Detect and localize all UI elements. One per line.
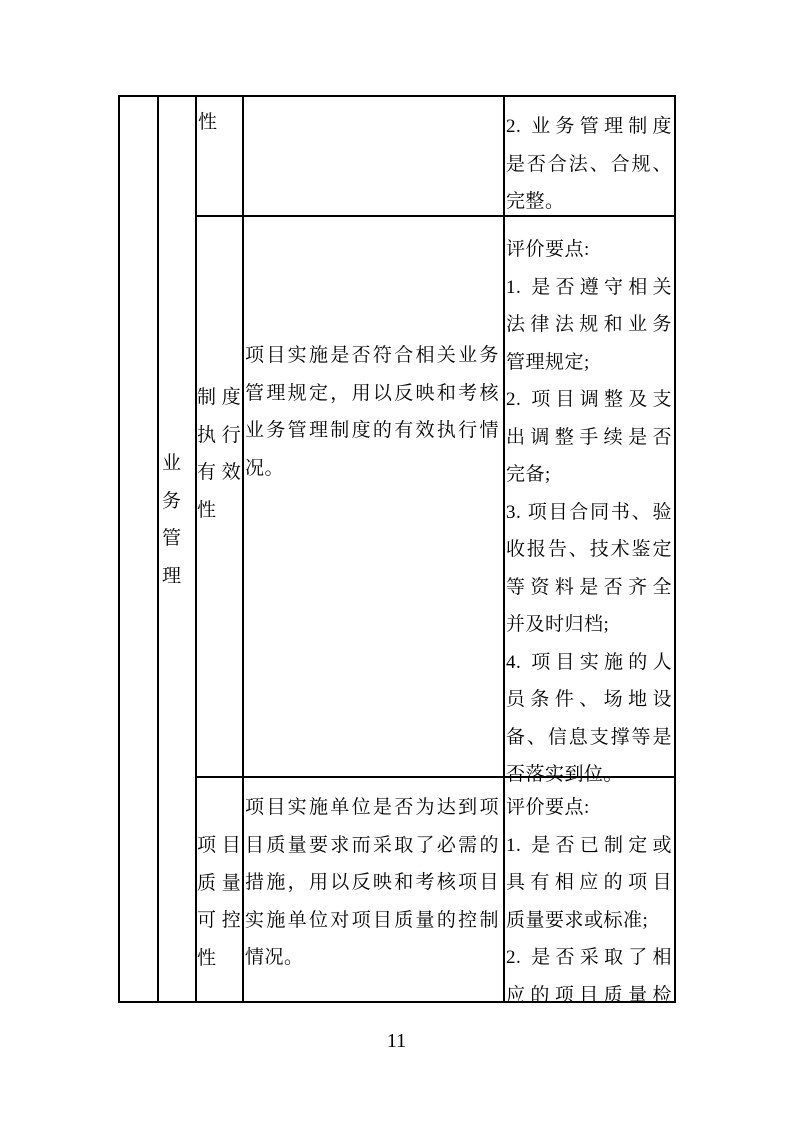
table-column-line-1 — [157, 95, 159, 1003]
text-line: 有 效 — [197, 462, 242, 483]
table-border-left — [118, 95, 120, 1003]
text-line: 应的项目质量检 — [506, 984, 672, 1006]
text-line: 实施单位对项目质量的控制 — [245, 909, 499, 931]
text-line: 理 — [162, 565, 182, 587]
text-line: 4. 项目实施的人 — [506, 651, 672, 673]
indicator-table — [118, 95, 676, 1006]
text-line: 备、信息支撑等是 — [506, 726, 672, 748]
text-line: 性 — [197, 499, 217, 521]
text-line: 完备; — [506, 464, 551, 485]
text-line: 项目实施单位是否为达到项 — [245, 797, 499, 818]
text-line: 质量要求或标准; — [506, 909, 649, 931]
text-line: 业 — [162, 453, 182, 474]
text-line: 项目实施是否符合相关业务 — [245, 345, 499, 366]
text-line: 况。 — [245, 457, 285, 479]
text-line: 项 目 — [197, 835, 242, 856]
text-line: 评价要点: — [506, 239, 590, 260]
text-line: 性 — [198, 112, 218, 133]
text-line: 2. 项目调整及支 — [506, 389, 672, 410]
evaluation-cell-row2 — [506, 231, 672, 794]
text-line: 2. 业务管理制度 — [506, 116, 672, 137]
indicator-cell-row2 — [197, 379, 241, 529]
table-column-line-4 — [503, 95, 505, 1003]
text-line: 完整。 — [506, 191, 565, 212]
evaluation-cell-row1 — [506, 108, 672, 221]
text-line: 质 量 — [197, 872, 242, 894]
text-line: 情况。 — [245, 947, 304, 968]
description-cell-row2 — [245, 337, 499, 487]
text-line: 执 行 — [197, 424, 242, 446]
text-line: 管理规定，用以反映和考核 — [245, 382, 499, 404]
text-line: 可 控 — [197, 910, 242, 931]
text-line: 性 — [197, 947, 217, 969]
indicator-cell-row3 — [197, 827, 241, 977]
text-line: 出调整手续是否 — [506, 426, 672, 448]
category-cell-business-management — [162, 445, 190, 595]
text-line: 是否合法、合规、 — [506, 153, 672, 175]
description-cell-row3 — [245, 789, 499, 977]
table-border-top — [118, 95, 676, 97]
text-line: 评价要点: — [506, 797, 590, 818]
text-line: 1. 是否已制定或 — [506, 834, 672, 856]
text-line: 管理规定; — [506, 351, 590, 373]
text-line: 并及时归档; — [506, 614, 610, 635]
text-line: 1. 是否遵守相关 — [506, 276, 672, 298]
text-line: 措施，用以反映和考核项目 — [245, 872, 499, 893]
text-line: 管 — [162, 528, 182, 549]
text-line: 业务管理制度的有效执行情 — [245, 420, 499, 441]
text-line: 收报告、技术鉴定 — [506, 539, 672, 560]
text-line: 法律法规和业务 — [506, 314, 672, 335]
text-line: 2. 是否采取了相 — [506, 947, 672, 968]
text-line: 目质量要求而采取了必需的 — [245, 834, 499, 856]
table-border-right — [674, 95, 676, 1003]
text-line: 否落实到位。 — [506, 764, 624, 785]
indicator-cell-row1 — [198, 104, 239, 142]
evaluation-cell-row3 — [506, 789, 672, 1014]
page-number: 11 — [386, 1030, 407, 1052]
text-line: 3. 项目合同书、验 — [506, 501, 672, 523]
text-line: 制 度 — [197, 387, 242, 408]
text-line: 等资料是否齐全 — [506, 576, 672, 598]
text-line: 务 — [162, 490, 182, 512]
text-line: 员条件、场地设 — [506, 689, 672, 710]
table-column-line-3 — [242, 95, 244, 1003]
text-line: 具有相应的项目 — [506, 872, 672, 893]
